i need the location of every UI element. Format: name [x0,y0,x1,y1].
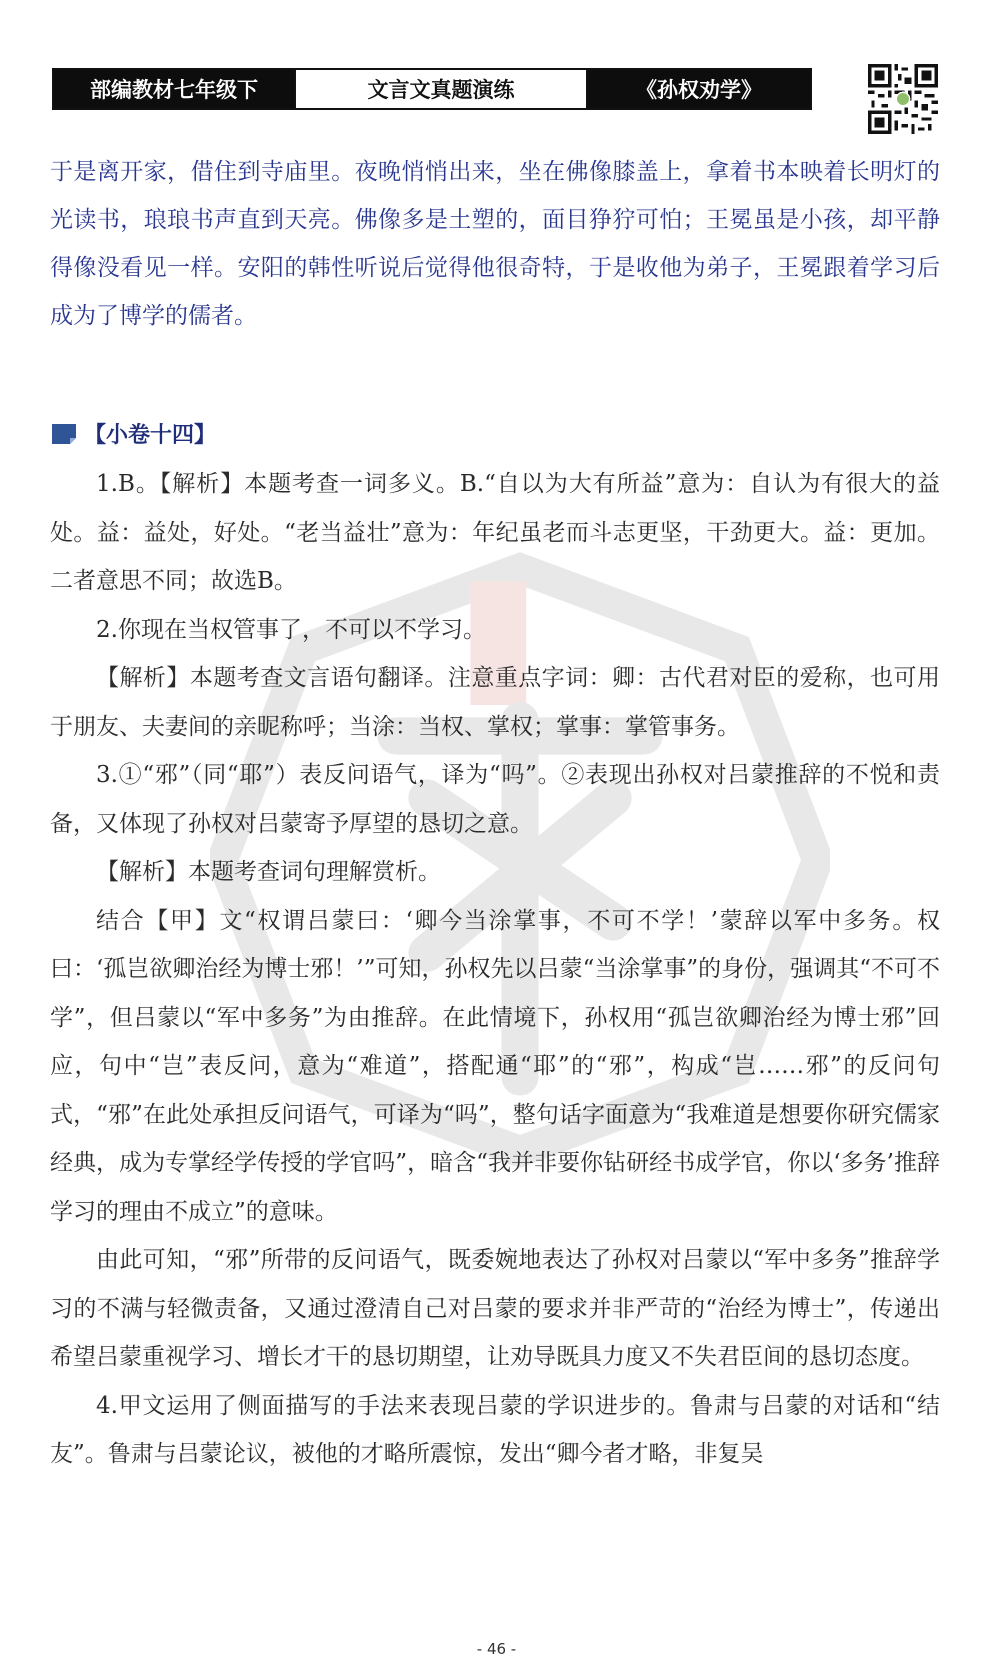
answer-3: 3.①“邪”（同“耶”）表反问语气，译为“吗”。②表现出孙权对吕蒙推辞的不悦和责备，又体现了孙权对吕蒙寄予厚望的恳切之意。 [50,762,940,837]
header-grade: 部编教材七年级下 [54,70,294,108]
answer-2: 2.你现在当权管事了，不可以不学习。 [96,616,486,643]
note-icon [50,422,80,446]
answer-list [50,460,940,1479]
answer-4: 4.甲文运用了侧面描写的手法来表现吕蒙的学识进步的。鲁肃与吕蒙的对话和“结友”。鲁肃与吕蒙论议，被他的才略所震惊，发出“卿今者才略，非复吴 [50,1392,940,1467]
qr-code-icon [868,64,938,134]
answer-1: 1.B。【解析】本题考查一词多义。B.“自以为大有所益”意为：自认为有很大的益处。益：益处，好处。“老当益壮”意为：年纪虽老而斗志更坚，干劲更大。益：更加。二者意思不同；故选B。 [50,471,940,594]
header-lesson: 《孙权劝学》 [588,70,810,108]
answer-3-detail: 结合【甲】文“权谓吕蒙曰：‘卿今当涂掌事，不可不学！’蒙辞以军中多务。权曰：‘孤岂欲卿治经为博士邪！’”可知，孙权先以吕蒙“当涂掌事”的身份，强调其“不可不学”，但吕蒙以“军中多务”为由推辞。在此情境下，孙权用“孤岂欲卿治经为博士邪”回应，句中“岂”表反问，意为“难道”，搭配通“耶”的“邪”，构成“岂……邪”的反问句式，“邪”在此处承担反问语气，可译为“吗”，整句话字面意为“我难道是想要你研究儒家经典，成为专掌经学传授的学官吗”，暗含“我并非要你钻研经书成学官，你以‘多务’推辞学习的理由不成立”的意味。 [50,907,940,1225]
intro-translation [50,148,940,340]
header-topic: 文言文真题演练 [294,70,588,108]
section-heading [50,418,216,449]
section-title: 【小卷十四】 [84,423,217,448]
page-number: - 46 - [476,1640,517,1658]
answer-3-conclusion: 由此可知，“邪”所带的反问语气，既委婉地表达了孙权对吕蒙以“军中多务”推辞学习的不满与轻微责备，又通过澄清自己对吕蒙的要求并非严苛的“治经为博士”，传递出希望吕蒙重视学习、增长才干的恳切期望，让劝导既具力度又不失君臣间的恳切态度。 [50,1247,940,1370]
intro-paragraph: 于是离开家，借住到寺庙里。夜晚悄悄出来，坐在佛像膝盖上，拿着书本映着长明灯的光读书，琅琅书声直到天亮。佛像多是土塑的，面目狰狞可怕；王冕虽是小孩，却平静得像没看见一样。安阳的韩性听说后觉得他很奇特，于是收他为弟子，王冕跟着学习后成为了博学的儒者。 [50,159,940,329]
answer-2-analysis: 【解析】本题考查文言语句翻译。注意重点字词：卿：古代君对臣的爱称，也可用于朋友、夫妻间的亲昵称呼；当涂：当权、掌权；掌事：掌管事务。 [50,665,940,740]
header-bar [52,68,812,110]
answer-3-analysis: 【解析】本题考查词句理解赏析。 [96,859,441,885]
